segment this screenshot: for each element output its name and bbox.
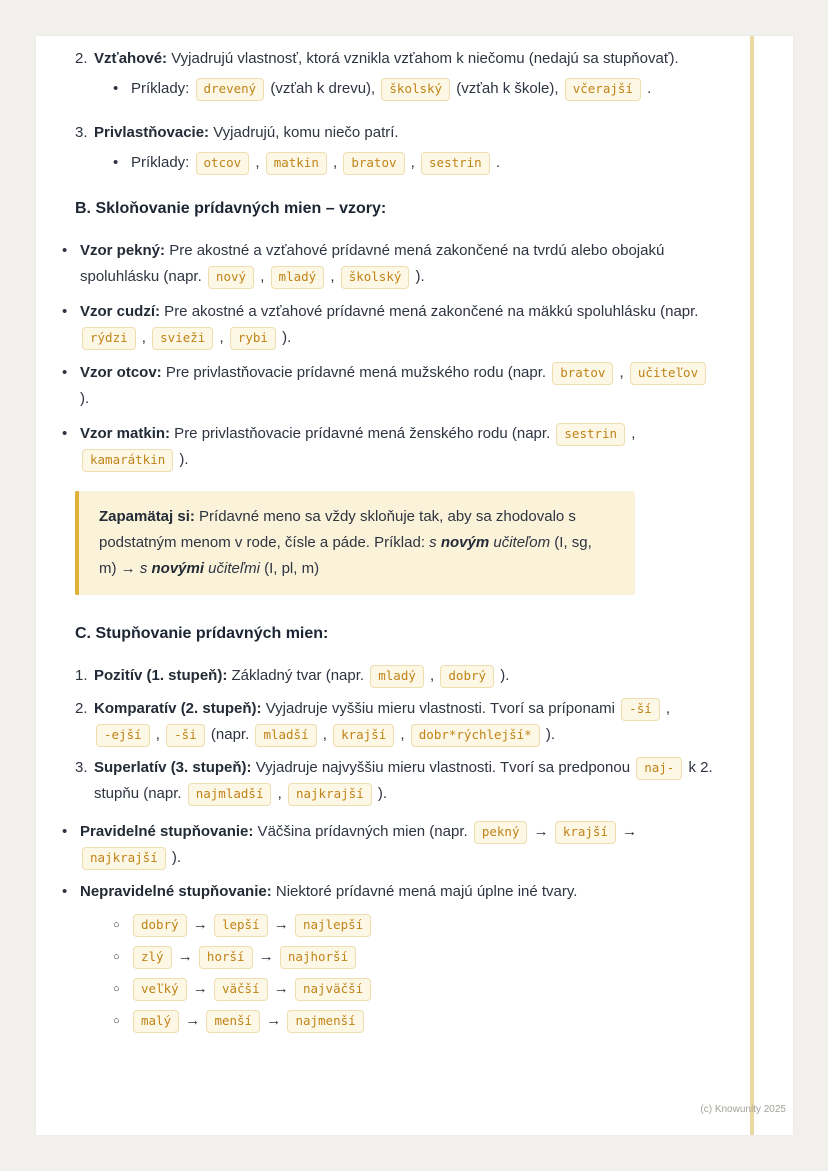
text-segment: , [256, 268, 269, 285]
text-segment: Väčšina prídavných mien (napr. [253, 823, 472, 840]
inline-code-chip: najmladší [188, 783, 272, 806]
text-segment: ). [373, 785, 388, 802]
section-heading-sklonovanie: B. Skloňovanie prídavných mien – vzory: [75, 200, 387, 217]
callout-zapamataj-si [75, 491, 635, 595]
inline-code-chip: školský [341, 266, 410, 289]
inline-code-chip: zlý [133, 946, 172, 969]
bullet-item-vzor-otcov [62, 360, 715, 412]
item-text [80, 819, 715, 871]
inline-code-chip: mladý [271, 266, 325, 289]
inline-code-chip: veľký [133, 978, 187, 1001]
text-segment: → [529, 823, 553, 840]
inline-code-chip: drevený [196, 78, 265, 101]
text-segment: Vzťahové: [94, 50, 168, 67]
inline-code-chip: menší [206, 1010, 260, 1033]
text-segment: Pozitív (1. stupeň): [94, 667, 228, 684]
inline-code-chip: nový [208, 266, 254, 289]
inline-code-chip: dobrý [133, 914, 187, 937]
inline-code-chip: rybi [230, 327, 276, 350]
text-segment: Vyjadrujú vlastnosť, ktorá vznikla vzťahom k niečomu (nedajú sa stupňovať). [167, 50, 679, 67]
inline-code-chip: horší [199, 946, 253, 969]
item-text [131, 150, 715, 176]
inline-code-chip: mladý [370, 665, 424, 688]
text-segment: Vzor pekný: [80, 242, 166, 259]
text-segment: , [251, 154, 264, 171]
text-segment: Vzor matkin: [80, 425, 171, 442]
text-segment: , [137, 329, 151, 346]
inline-code-chip: kamarátkin [82, 449, 173, 472]
text-segment: , [425, 667, 439, 684]
text-segment: ). [541, 726, 556, 743]
item-number: 3. [75, 759, 88, 776]
item-text [94, 46, 715, 72]
item-number: 1. [75, 667, 88, 684]
item-number: 2. [75, 50, 88, 67]
inline-code-chip: matkin [266, 152, 327, 175]
circle-marker: ○ [113, 951, 120, 963]
item-text [131, 976, 715, 1002]
text-segment: Privlastňovacie: [94, 124, 210, 141]
text-segment: Vyjadruje vyššiu mieru vlastnosti. Tvorí sa príponami [261, 700, 620, 717]
text-segment: , [661, 700, 671, 717]
text-segment: Nepravidelné stupňovanie: [80, 883, 272, 900]
text-segment: Vzor otcov: [80, 364, 162, 381]
inline-code-chip: svieži [152, 327, 213, 350]
document-page [36, 36, 793, 1135]
text-segment: Vyjadruje najvyššiu mieru vlastnosti. Tvorí sa predponou [251, 759, 635, 776]
text-segment: Základný tvar (napr. [227, 667, 369, 684]
item-text [94, 663, 715, 689]
inline-code-chip: najkrajší [288, 783, 372, 806]
inline-code-chip: krajší [333, 724, 394, 747]
text-segment: , [328, 154, 342, 171]
text-segment: → [188, 980, 212, 997]
text-segment: Komparatív (2. stupeň): [94, 700, 262, 717]
text-segment: k 2. stupňu (napr. [94, 759, 713, 802]
numbered-item-komparativ [75, 696, 715, 748]
text-segment: → [173, 948, 197, 965]
text-segment: učiteľmi [204, 560, 260, 577]
text-segment: (I, pl, m) [259, 560, 320, 577]
item-text [80, 299, 715, 351]
text-segment: . [491, 154, 501, 171]
item-text [80, 360, 715, 412]
text-segment: , [151, 726, 165, 743]
text-segment: → [269, 980, 293, 997]
inline-code-chip: otcov [196, 152, 250, 175]
item-text [131, 912, 715, 938]
text-segment: , [326, 268, 339, 285]
text-segment: , [406, 154, 420, 171]
text-segment: → [269, 916, 293, 933]
inline-code-chip: lepší [214, 914, 268, 937]
item-text [94, 120, 715, 146]
inline-code-chip: najkrajší [82, 847, 166, 870]
bullet-item-privlastnovacie-examples [113, 150, 715, 176]
callout-text [99, 504, 613, 582]
text-segment: → [254, 948, 278, 965]
inline-code-chip: bratov [343, 152, 404, 175]
inline-code-chip: rýdzi [82, 327, 136, 350]
item-number: 3. [75, 124, 88, 141]
bullet-marker: • [62, 425, 68, 442]
inline-code-chip: školský [381, 78, 450, 101]
document-content [62, 46, 715, 1034]
circle-marker: ○ [113, 983, 120, 995]
text-segment: → [262, 1012, 286, 1029]
bullet-item-vzor-matkin [62, 421, 715, 473]
text-segment: ). [496, 667, 510, 684]
item-text [80, 879, 715, 905]
circle-marker: ○ [113, 919, 120, 931]
text-segment: , [215, 329, 228, 346]
text-segment: Vyjadrujú, komu niečo patrí. [209, 124, 399, 141]
inline-code-chip: včerajší [565, 78, 641, 101]
inline-code-chip: sestrin [421, 152, 490, 175]
section-heading-stupnovanie: C. Stupňovanie prídavných mien: [75, 625, 329, 642]
bullet-marker: • [62, 303, 68, 320]
text-segment: Superlatív (3. stupeň): [94, 759, 252, 776]
text-segment: ). [167, 849, 182, 866]
inline-code-chip: väčší [214, 978, 268, 1001]
inline-code-chip: bratov [552, 362, 613, 385]
text-segment: ). [411, 268, 425, 285]
item-text [94, 755, 715, 807]
text-segment: Pre akostné a vzťahové prídavné mená zakončené na mäkkú spoluhlásku (napr. [160, 303, 699, 320]
irregular-row-dobry [113, 912, 715, 938]
text-segment: , [615, 364, 628, 381]
text-segment: , [318, 726, 332, 743]
inline-code-chip: malý [133, 1010, 179, 1033]
inline-code-chip: sestrin [556, 423, 625, 446]
numbered-item-superlativ [75, 755, 715, 807]
text-segment: , [627, 425, 636, 442]
text-segment: ). [277, 329, 292, 346]
text-segment: , [396, 726, 409, 743]
text-segment: (vzťah k drevu), [266, 80, 380, 97]
inline-code-chip: naj- [636, 757, 682, 780]
item-number: 2. [75, 700, 88, 717]
text-segment: . [642, 80, 652, 97]
inline-code-chip: najmenší [287, 1010, 363, 1033]
text-segment: ). [80, 390, 90, 407]
inline-code-chip: krajší [555, 821, 616, 844]
bullet-marker: • [62, 883, 68, 900]
item-text [131, 76, 715, 102]
text-segment: Príklady: [131, 154, 194, 171]
text-segment: Zapamätaj si: [99, 508, 195, 525]
bullet-marker: • [113, 154, 119, 171]
text-segment: → [617, 823, 638, 840]
inline-code-chip: mladší [255, 724, 316, 747]
text-segment: → [188, 916, 212, 933]
text-segment: Pre privlastňovacie prídavné mená mužského rodu (napr. [161, 364, 551, 381]
bullet-item-vztahove-examples [113, 76, 715, 102]
inline-code-chip: -ši [166, 724, 205, 747]
inline-code-chip: -ejší [96, 724, 150, 747]
inline-code-chip: učiteľov [630, 362, 706, 385]
text-segment: s [139, 560, 152, 577]
text-segment: → [181, 1012, 205, 1029]
bullet-marker: • [62, 364, 68, 381]
bullet-item-vzor-pekny [62, 238, 715, 290]
text-segment: (vzťah k škole), [452, 80, 563, 97]
text-segment: ). [175, 451, 189, 468]
inline-code-chip: dobrý [440, 665, 494, 688]
text-segment: Pravidelné stupňovanie: [80, 823, 254, 840]
irregular-row-velky [113, 976, 715, 1002]
inline-code-chip: pekný [474, 821, 528, 844]
numbered-item-pozitiv [75, 663, 715, 689]
text-segment: Vzor cudzí: [80, 303, 161, 320]
bullet-marker: • [62, 242, 68, 259]
text-segment: Pre privlastňovacie prídavné mená ženského rodu (napr. [170, 425, 555, 442]
inline-code-chip: najhorší [280, 946, 356, 969]
copyright-footer: (c) Knowunity 2025 [700, 1104, 786, 1115]
page-edge-decoration [750, 36, 754, 1135]
item-text [131, 1008, 715, 1034]
text-segment: Príklady: [131, 80, 194, 97]
inline-code-chip: najväčší [295, 978, 371, 1001]
inline-code-chip: najlepší [295, 914, 371, 937]
text-segment: Prídavné meno sa vždy skloňuje tak, aby sa zhodovalo s podstatným menom v rode, čísle a páde. Príklad: [99, 508, 576, 551]
text-segment: Niektoré prídavné mená majú úplne iné tvary. [271, 883, 578, 900]
bullet-marker: • [113, 80, 119, 97]
item-text [131, 944, 715, 970]
item-text [80, 238, 715, 290]
text-segment: novým [440, 534, 490, 551]
inline-code-chip: dobr*rýchlejší* [411, 724, 540, 747]
numbered-item-privlastnovacie [75, 120, 715, 146]
circle-marker: ○ [113, 1015, 120, 1027]
bullet-marker: • [62, 823, 68, 840]
irregular-row-zly [113, 944, 715, 970]
bullet-item-nepravidelne [62, 879, 715, 905]
text-segment: s [429, 534, 441, 551]
text-segment: , [273, 785, 286, 802]
irregular-row-maly [113, 1008, 715, 1034]
text-segment: (I, sg, m) → [99, 534, 592, 577]
bullet-item-pravidelne [62, 819, 715, 871]
text-segment: (napr. [206, 726, 254, 743]
bullet-item-vzor-cudzi [62, 299, 715, 351]
text-segment: novými [151, 560, 205, 577]
text-segment: Pre akostné a vzťahové prídavné mená zakončené na tvrdú alebo obojakú spoluhlásku (napr. [80, 242, 665, 285]
item-text [80, 421, 715, 473]
text-segment: učiteľom [489, 534, 551, 551]
inline-code-chip: -ší [621, 698, 660, 721]
item-text [94, 696, 715, 748]
numbered-item-vztahove [75, 46, 715, 72]
